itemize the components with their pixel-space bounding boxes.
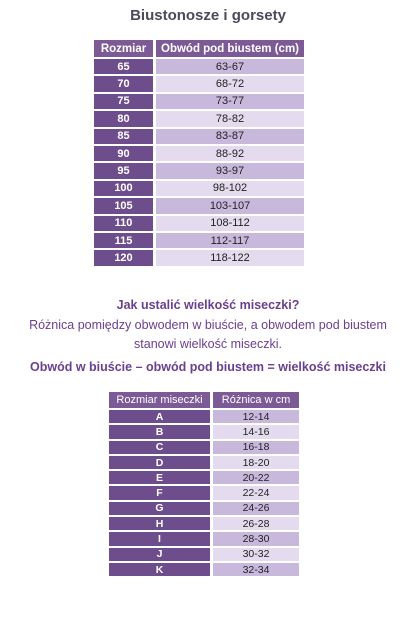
underbust-range-cell: 63-67: [153, 57, 304, 74]
underbust-range-cell: 88-92: [153, 144, 304, 161]
underbust-range-cell: 112-117: [153, 231, 304, 248]
cup-size-cell: K: [109, 561, 210, 576]
cup-table-header: [109, 392, 299, 408]
size-cell: 75: [94, 92, 153, 109]
size-cell: 70: [94, 74, 153, 91]
underbust-range-cell: 78-82: [153, 109, 304, 126]
table-row: [109, 561, 299, 576]
table-row: [94, 196, 304, 213]
underbust-range-cell: 98-102: [153, 179, 304, 196]
difference-range-cell: 24-26: [210, 500, 299, 515]
table-row: [109, 439, 299, 454]
table-row: [94, 179, 304, 196]
size-cell: 90: [94, 144, 153, 161]
cup-description-line-1: Różnica pomiędzy obwodem w biuście, a obwodem pod biustem: [29, 318, 387, 332]
size-cell: 95: [94, 161, 153, 178]
cup-size-column-header: Rozmiar miseczki: [109, 392, 210, 408]
cup-size-cell: I: [109, 530, 210, 545]
table-row: [94, 231, 304, 248]
size-cell: 105: [94, 196, 153, 213]
table-row: [109, 469, 299, 484]
table-row: [94, 92, 304, 109]
cup-size-cell: A: [109, 408, 210, 423]
cup-size-cell: B: [109, 423, 210, 438]
page-title: Biustonosze i gorsety: [130, 7, 286, 24]
size-table-header: [94, 40, 304, 57]
underbust-range-cell: 103-107: [153, 196, 304, 213]
size-cell: 110: [94, 214, 153, 231]
size-cell: 80: [94, 109, 153, 126]
table-row: [94, 127, 304, 144]
underbust-range-cell: 118-122: [153, 248, 304, 265]
table-row: [94, 161, 304, 178]
table-row: [109, 423, 299, 438]
table-row: [94, 74, 304, 91]
size-column-header: Rozmiar: [94, 40, 153, 57]
table-row: [94, 248, 304, 265]
cup-formula: Obwód w biuście – obwód pod biustem = wielkość miseczki: [30, 360, 386, 374]
table-row: [94, 214, 304, 231]
size-table: [94, 40, 304, 266]
cup-size-cell: F: [109, 484, 210, 499]
difference-range-cell: 20-22: [210, 469, 299, 484]
table-row: [94, 57, 304, 74]
cup-description-line-2: stanowi wielkość miseczki.: [134, 337, 282, 351]
table-row: [109, 515, 299, 530]
difference-range-cell: 26-28: [210, 515, 299, 530]
table-row: [94, 144, 304, 161]
underbust-range-cell: 68-72: [153, 74, 304, 91]
difference-range-cell: 18-20: [210, 454, 299, 469]
table-row: [109, 484, 299, 499]
cup-table: [109, 392, 299, 576]
underbust-range-cell: 93-97: [153, 161, 304, 178]
difference-column-header: Różnica w cm: [210, 392, 299, 408]
cup-size-cell: D: [109, 454, 210, 469]
difference-range-cell: 16-18: [210, 439, 299, 454]
cup-heading: Jak ustalić wielkość miseczki?: [116, 298, 300, 312]
size-cell: 115: [94, 231, 153, 248]
difference-range-cell: 12-14: [210, 408, 299, 423]
difference-range-cell: 14-16: [210, 423, 299, 438]
cup-size-cell: H: [109, 515, 210, 530]
underbust-range-cell: 108-112: [153, 214, 304, 231]
size-cell: 120: [94, 248, 153, 265]
size-cell: 65: [94, 57, 153, 74]
table-row: [109, 500, 299, 515]
underbust-column-header: Obwód pod biustem (cm): [153, 40, 304, 57]
cup-size-cell: C: [109, 439, 210, 454]
table-row: [109, 454, 299, 469]
difference-range-cell: 32-34: [210, 561, 299, 576]
difference-range-cell: 22-24: [210, 484, 299, 499]
table-row: [109, 408, 299, 423]
cup-size-cell: J: [109, 546, 210, 561]
table-row: [94, 109, 304, 126]
difference-range-cell: 28-30: [210, 530, 299, 545]
cup-size-cell: E: [109, 469, 210, 484]
size-cell: 100: [94, 179, 153, 196]
table-row: [109, 530, 299, 545]
difference-range-cell: 30-32: [210, 546, 299, 561]
size-cell: 85: [94, 127, 153, 144]
underbust-range-cell: 83-87: [153, 127, 304, 144]
underbust-range-cell: 73-77: [153, 92, 304, 109]
table-row: [109, 546, 299, 561]
cup-size-cell: G: [109, 500, 210, 515]
